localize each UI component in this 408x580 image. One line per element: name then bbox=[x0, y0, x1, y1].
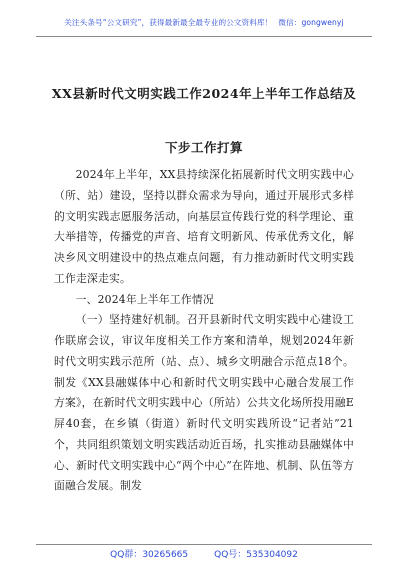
footer bbox=[0, 547, 408, 560]
document-title: XX县新时代文明实践工作2024年上半年工作总结及下步工作打算 bbox=[51, 86, 357, 155]
section-heading: 一、2024年上半年工作情况 bbox=[75, 292, 214, 306]
header-divider bbox=[36, 36, 372, 37]
footer-divider bbox=[36, 544, 372, 545]
paragraph: （一）坚持建好机制。召开县新时代文明实践中心建设工作联席会议，审议年度相关工作方案和清单，规划2024年新时代文明实践示范所（站、点）、城乡文明融合示范点18个。制发《XX县融媒体中心和新时代文明实践中心融合发展工作方案》，在新时代文明实践中心（所站）公共文化场所投用融E屏40套，在乡镇（街道）新时代文明实践所设“记者站”21个，共同组织策划文明实践活动近百场，扎实推动县融媒体中心、新时代文明实践中心“两个中心”在阵地、机制、队伍等方面融合发展。制发 bbox=[54, 313, 354, 493]
document-body bbox=[54, 165, 354, 497]
promo-text: 关注头条号“公文研究”，获得最新最全最专业的公文资料库！ bbox=[64, 18, 273, 27]
paragraph: 2024年上半年，XX县持续深化拓展新时代文明实践中心（所、站）建设，坚持以群众需求为导向，通过开展形式多样的文明实践志愿服务活动，向基层宣传践行党的科学理论、重大举措等，传播党的声音、培育文明新风、传承优秀文化，解决乡风文明建设中的热点难点问题，有力推动新时代文明实践工作走深走实。 bbox=[54, 168, 354, 285]
wechat-id: gongwenyj bbox=[301, 18, 344, 27]
qq-group: QQ群：30265665 bbox=[110, 550, 189, 560]
promo-banner bbox=[0, 17, 408, 28]
qq-number: QQ号：535304092 bbox=[214, 550, 298, 560]
wechat-label: 微信： bbox=[278, 18, 302, 27]
